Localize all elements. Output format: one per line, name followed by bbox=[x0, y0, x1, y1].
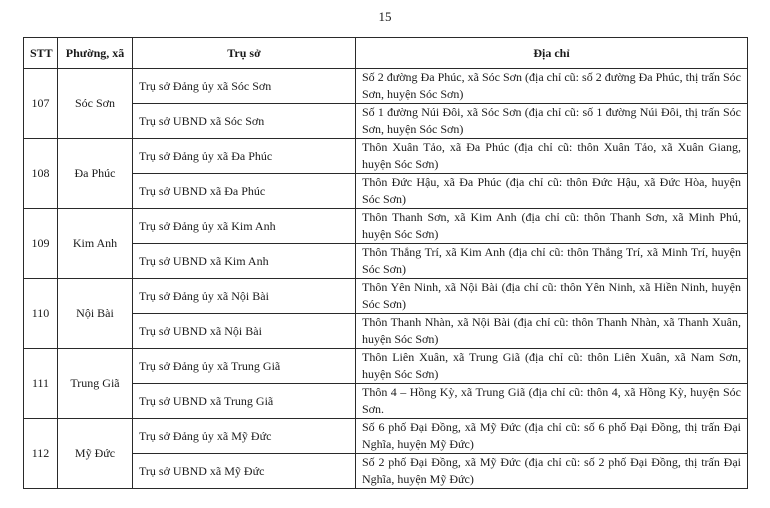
address-cell: Thôn 4 – Hồng Kỳ, xã Trung Giã (địa chỉ cũ: thôn 4, xã Hồng Kỳ, huyện Sóc Sơn. bbox=[356, 384, 748, 419]
table-row bbox=[24, 279, 748, 314]
stt-cell: 109 bbox=[24, 209, 58, 279]
office-cell: Trụ sở UBND xã Đa Phúc bbox=[133, 174, 356, 209]
address-cell: Số 6 phố Đại Đồng, xã Mỹ Đức (địa chỉ cũ: số 6 phố Đại Đồng, thị trấn Đại Nghĩa, huyện Mỹ Đức) bbox=[356, 419, 748, 454]
ward-cell: Trung Giã bbox=[58, 349, 133, 419]
table-row bbox=[24, 209, 748, 244]
page-number: 15 bbox=[378, 9, 392, 24]
address-cell: Thôn Thanh Nhàn, xã Nội Bài (địa chỉ cũ: thôn Thanh Nhàn, xã Thanh Xuân, huyện Sóc Sơn) bbox=[356, 314, 748, 349]
header-stt: STT bbox=[24, 38, 58, 69]
stt-cell: 112 bbox=[24, 419, 58, 489]
ward-cell: Mỹ Đức bbox=[58, 419, 133, 489]
office-cell: Trụ sở Đảng ủy xã Đa Phúc bbox=[133, 139, 356, 174]
header-office: Trụ sở bbox=[133, 38, 356, 69]
address-cell: Thôn Yên Ninh, xã Nội Bài (địa chỉ cũ: thôn Yên Ninh, xã Hiền Ninh, huyện Sóc Sơn) bbox=[356, 279, 748, 314]
office-cell: Trụ sở Đảng ủy xã Mỹ Đức bbox=[133, 419, 356, 454]
ward-cell: Đa Phúc bbox=[58, 139, 133, 209]
office-cell: Trụ sở UBND xã Mỹ Đức bbox=[133, 454, 356, 489]
table-row bbox=[24, 384, 748, 419]
ward-cell: Nội Bài bbox=[58, 279, 133, 349]
table-row bbox=[24, 349, 748, 384]
address-cell: Thôn Xuân Tảo, xã Đa Phúc (địa chỉ cũ: thôn Xuân Tảo, xã Xuân Giang, huyện Sóc Sơn) bbox=[356, 139, 748, 174]
office-cell: Trụ sở Đảng ủy xã Kim Anh bbox=[133, 209, 356, 244]
office-address-table bbox=[23, 37, 748, 489]
ward-cell: Sóc Sơn bbox=[58, 69, 133, 139]
table-row bbox=[24, 314, 748, 349]
table-row bbox=[24, 419, 748, 454]
address-cell: Số 2 phố Đại Đồng, xã Mỹ Đức (địa chỉ cũ: số 2 phố Đại Đồng, thị trấn Đại Nghĩa, huyện Mỹ Đức) bbox=[356, 454, 748, 489]
header-address: Địa chỉ bbox=[356, 38, 748, 69]
address-cell: Thôn Liên Xuân, xã Trung Giã (địa chỉ cũ: thôn Liên Xuân, xã Nam Sơn, huyện Sóc Sơn) bbox=[356, 349, 748, 384]
table-header-row bbox=[24, 38, 748, 69]
address-cell: Thôn Đức Hậu, xã Đa Phúc (địa chỉ cũ: thôn Đức Hậu, xã Đức Hòa, huyện Sóc Sơn) bbox=[356, 174, 748, 209]
office-cell: Trụ sở Đảng ủy xã Trung Giã bbox=[133, 349, 356, 384]
office-cell: Trụ sở UBND xã Nội Bài bbox=[133, 314, 356, 349]
stt-cell: 107 bbox=[24, 69, 58, 139]
address-cell: Thôn Thắng Trí, xã Kim Anh (địa chỉ cũ: thôn Thắng Trí, xã Minh Trí, huyện Sóc Sơn) bbox=[356, 244, 748, 279]
ward-cell: Kim Anh bbox=[58, 209, 133, 279]
office-cell: Trụ sở UBND xã Kim Anh bbox=[133, 244, 356, 279]
address-cell: Số 2 đường Đa Phúc, xã Sóc Sơn (địa chỉ cũ: số 2 đường Đa Phúc, thị trấn Sóc Sơn, huyện Sóc Sơn) bbox=[356, 69, 748, 104]
stt-cell: 110 bbox=[24, 279, 58, 349]
office-cell: Trụ sở UBND xã Trung Giã bbox=[133, 384, 356, 419]
table-row bbox=[24, 454, 748, 489]
table-row bbox=[24, 139, 748, 174]
address-cell: Số 1 đường Núi Đôi, xã Sóc Sơn (địa chỉ cũ: số 1 đường Núi Đôi, thị trấn Sóc Sơn, huyện Sóc Sơn) bbox=[356, 104, 748, 139]
office-cell: Trụ sở Đảng ủy xã Sóc Sơn bbox=[133, 69, 356, 104]
stt-cell: 108 bbox=[24, 139, 58, 209]
office-cell: Trụ sở UBND xã Sóc Sơn bbox=[133, 104, 356, 139]
table-row bbox=[24, 104, 748, 139]
address-cell: Thôn Thanh Sơn, xã Kim Anh (địa chỉ cũ: thôn Thanh Sơn, xã Minh Phú, huyện Sóc Sơn) bbox=[356, 209, 748, 244]
office-cell: Trụ sở Đảng ủy xã Nội Bài bbox=[133, 279, 356, 314]
table-row bbox=[24, 244, 748, 279]
table-row bbox=[24, 174, 748, 209]
stt-cell: 111 bbox=[24, 349, 58, 419]
header-ward: Phường, xã bbox=[58, 38, 133, 69]
table-row bbox=[24, 69, 748, 104]
